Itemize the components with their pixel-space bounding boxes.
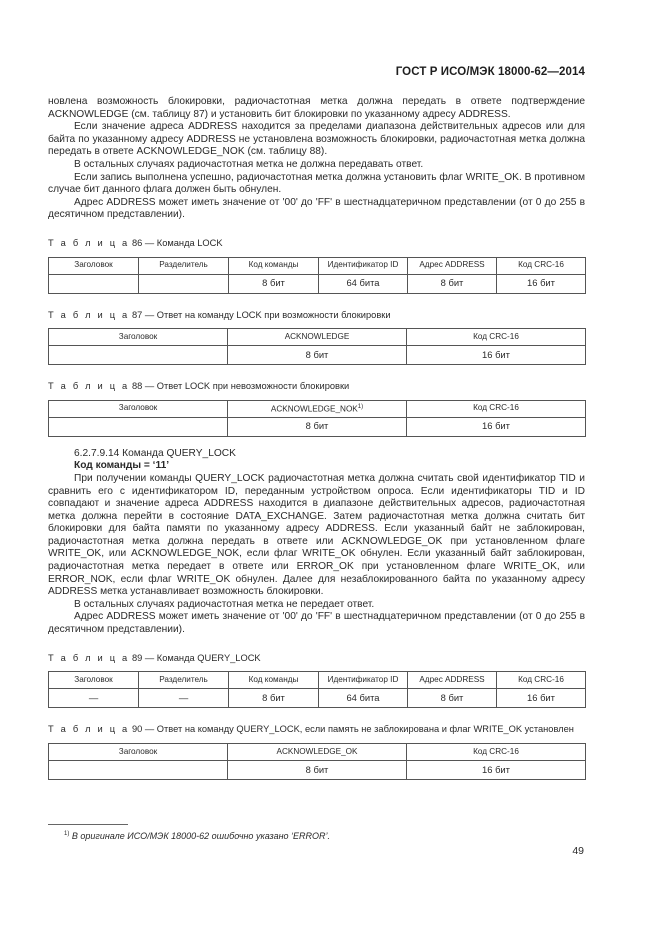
table-cell: 16 бит xyxy=(407,417,586,436)
paragraph: В остальных случаях радиочастотная метка не должна передавать ответ. xyxy=(74,158,424,170)
paragraph: Адрес ADDRESS может иметь значение от '00' до 'FF' в шестнадцатеричном представлении (от 0 до 255 в десятичном представлении). xyxy=(48,611,585,636)
table-87-caption: Т а б л и ц а 87 — Ответ на команду LOCK при возможности блокировки xyxy=(48,309,391,320)
table-header-cell: Заголовок xyxy=(49,400,228,417)
table-header-cell: Адрес ADDRESS xyxy=(408,257,497,274)
table-87 xyxy=(48,328,586,365)
section-heading: 6.2.7.9.14 Команда QUERY_LOCK xyxy=(74,447,236,459)
table-cell: 8 бит xyxy=(229,689,319,708)
table-header-cell: ACKNOWLEDGE_OK xyxy=(228,743,407,760)
table-header-cell: Идентификатор ID xyxy=(319,257,408,274)
table-86-caption: Т а б л и ц а 86 — Команда LOCK xyxy=(48,237,223,248)
table-header-cell: Заголовок xyxy=(49,743,228,760)
table-cell: 64 бита xyxy=(319,274,408,293)
table-89 xyxy=(48,671,586,708)
table-header-cell: ACKNOWLEDGE xyxy=(228,329,407,346)
paragraph: Если значение адреса ADDRESS находится за пределами диапазона действительных адресов или для байта по указанному адресу ADDRESS не установлена возможность блокировки, радиочастотная метка должна передать в ответе ACKNOWLEDGE_NOK (см. таблицу 88). xyxy=(48,121,585,158)
table-cell: 16 бит xyxy=(497,689,586,708)
table-cell: 16 бит xyxy=(497,274,586,293)
footnote-text: В оригинале ИСО/МЭК 18000-62 ошибочно указано ‘ERROR’. xyxy=(71,831,331,841)
footnote-divider xyxy=(48,824,128,825)
document-header: ГОСТ Р ИСО/МЭК 18000-62—2014 xyxy=(395,66,585,78)
table-header-cell: Разделитель xyxy=(139,672,229,689)
table-cell: 8 бит xyxy=(408,274,497,293)
table-cell: 8 бит xyxy=(228,760,407,779)
table-cell xyxy=(49,274,139,293)
table-header-cell: Код CRC-16 xyxy=(497,257,586,274)
table-header-cell: Код команды xyxy=(229,257,319,274)
table-89-caption: Т а б л и ц а 89 — Команда QUERY_LOCK xyxy=(48,652,261,663)
table-88-caption: Т а б л и ц а 88 — Ответ LOCK при невозможности блокировки xyxy=(48,381,350,392)
table-cell: — xyxy=(49,689,139,708)
table-90 xyxy=(48,743,586,780)
table-header-cell: Идентификатор ID xyxy=(319,672,408,689)
footnote-marker: 1) xyxy=(64,831,70,837)
table-header-cell: Разделитель xyxy=(139,257,229,274)
footnote-ref: 1) xyxy=(357,404,364,411)
table-88 xyxy=(48,400,586,437)
table-cell: 8 бит xyxy=(228,346,407,365)
table-header-cell: Код команды xyxy=(229,672,319,689)
table-cell xyxy=(139,274,229,293)
table-header-cell: Заголовок xyxy=(49,257,139,274)
table-header-cell: Заголовок xyxy=(49,329,228,346)
paragraph: В остальных случаях радиочастотная метка не передает ответ. xyxy=(74,598,375,610)
table-cell xyxy=(49,417,228,436)
table-cell: 64 бита xyxy=(319,689,408,708)
table-cell xyxy=(49,346,228,365)
paragraph: Адрес ADDRESS может иметь значение от '00' до 'FF' в шестнадцатеричном представлении (от 0 до 255 в десятичном представлении). xyxy=(48,196,585,221)
table-header-cell: Код CRC-16 xyxy=(407,329,586,346)
table-header-cell: Код CRC-16 xyxy=(407,743,586,760)
footnote xyxy=(64,831,330,841)
paragraph: При получении команды QUERY_LOCK радиочастотная метка должна считать свой идентификатор TID и сравнить его с идентификатором ID, переданным устройством опроса. Если идентификаторы TID и ID совпадают и значение адреса ADDRESS находится в диапазоне действительных адресов, радиочастотная метка должна перейти в состояние DATA_EXCHANGE. Затем радиочастотная метка должна считать бит блокировки для байта памяти по указанному адресу ADDRESS. Если указанный байт не заблокирован, радиочастотная метка должна передать в ответе или ACKNOWLEDGE_OK при установленном флаге WRITE_OK, или ACKNOWLEDGE_NOK, если флаг WRITE_OK обнулен. Если указанный байт заблокирован, радиочастотная метка передает в ответе или ERROR_OK при установленном флаге WRITE_OK, или ERROR_NOK, если флаг WRITE_OK обнулен. Далее для незаблокированного байта по указанному адресу ADDRESS метка устанавливает возможность блокировки. xyxy=(48,472,585,598)
table-cell: — xyxy=(139,689,229,708)
table-86 xyxy=(48,257,586,294)
table-header-cell: Адрес ADDRESS xyxy=(408,672,497,689)
page-number: 49 xyxy=(572,845,584,857)
table-header-cell: Код CRC-16 xyxy=(497,672,586,689)
table-header-cell: ACKNOWLEDGE_NOK$^{1)}$ xyxy=(228,400,407,417)
table-cell: 16 бит xyxy=(407,760,586,779)
table-90-caption: Т а б л и ц а 90 — Ответ на команду QUERY_LOCK, если память не заблокирована и флаг WRITE_OK установлен xyxy=(48,724,574,735)
table-cell: 8 бит xyxy=(408,689,497,708)
body-text xyxy=(48,96,585,780)
table-cell: 8 бит xyxy=(229,274,319,293)
table-header-cell: Заголовок xyxy=(49,672,139,689)
table-cell xyxy=(49,760,228,779)
table-header-cell: Код CRC-16 xyxy=(407,400,586,417)
table-cell: 16 бит xyxy=(407,346,586,365)
paragraph: Если запись выполнена успешно, радиочастотная метка должна установить флаг WRITE_OK. В противном случае бит данного флага должен быть обнулен. xyxy=(48,171,585,196)
paragraph: новлена возможность блокировки, радиочастотная метка должна передать в ответе подтверждение ACKNOWLEDGE (см. таблицу 87) и установить бит блокировки по указанному адресу ADDRESS. xyxy=(48,96,585,120)
table-cell: 8 бит xyxy=(228,417,407,436)
command-code: Код команды = ‘11’ xyxy=(74,460,170,472)
